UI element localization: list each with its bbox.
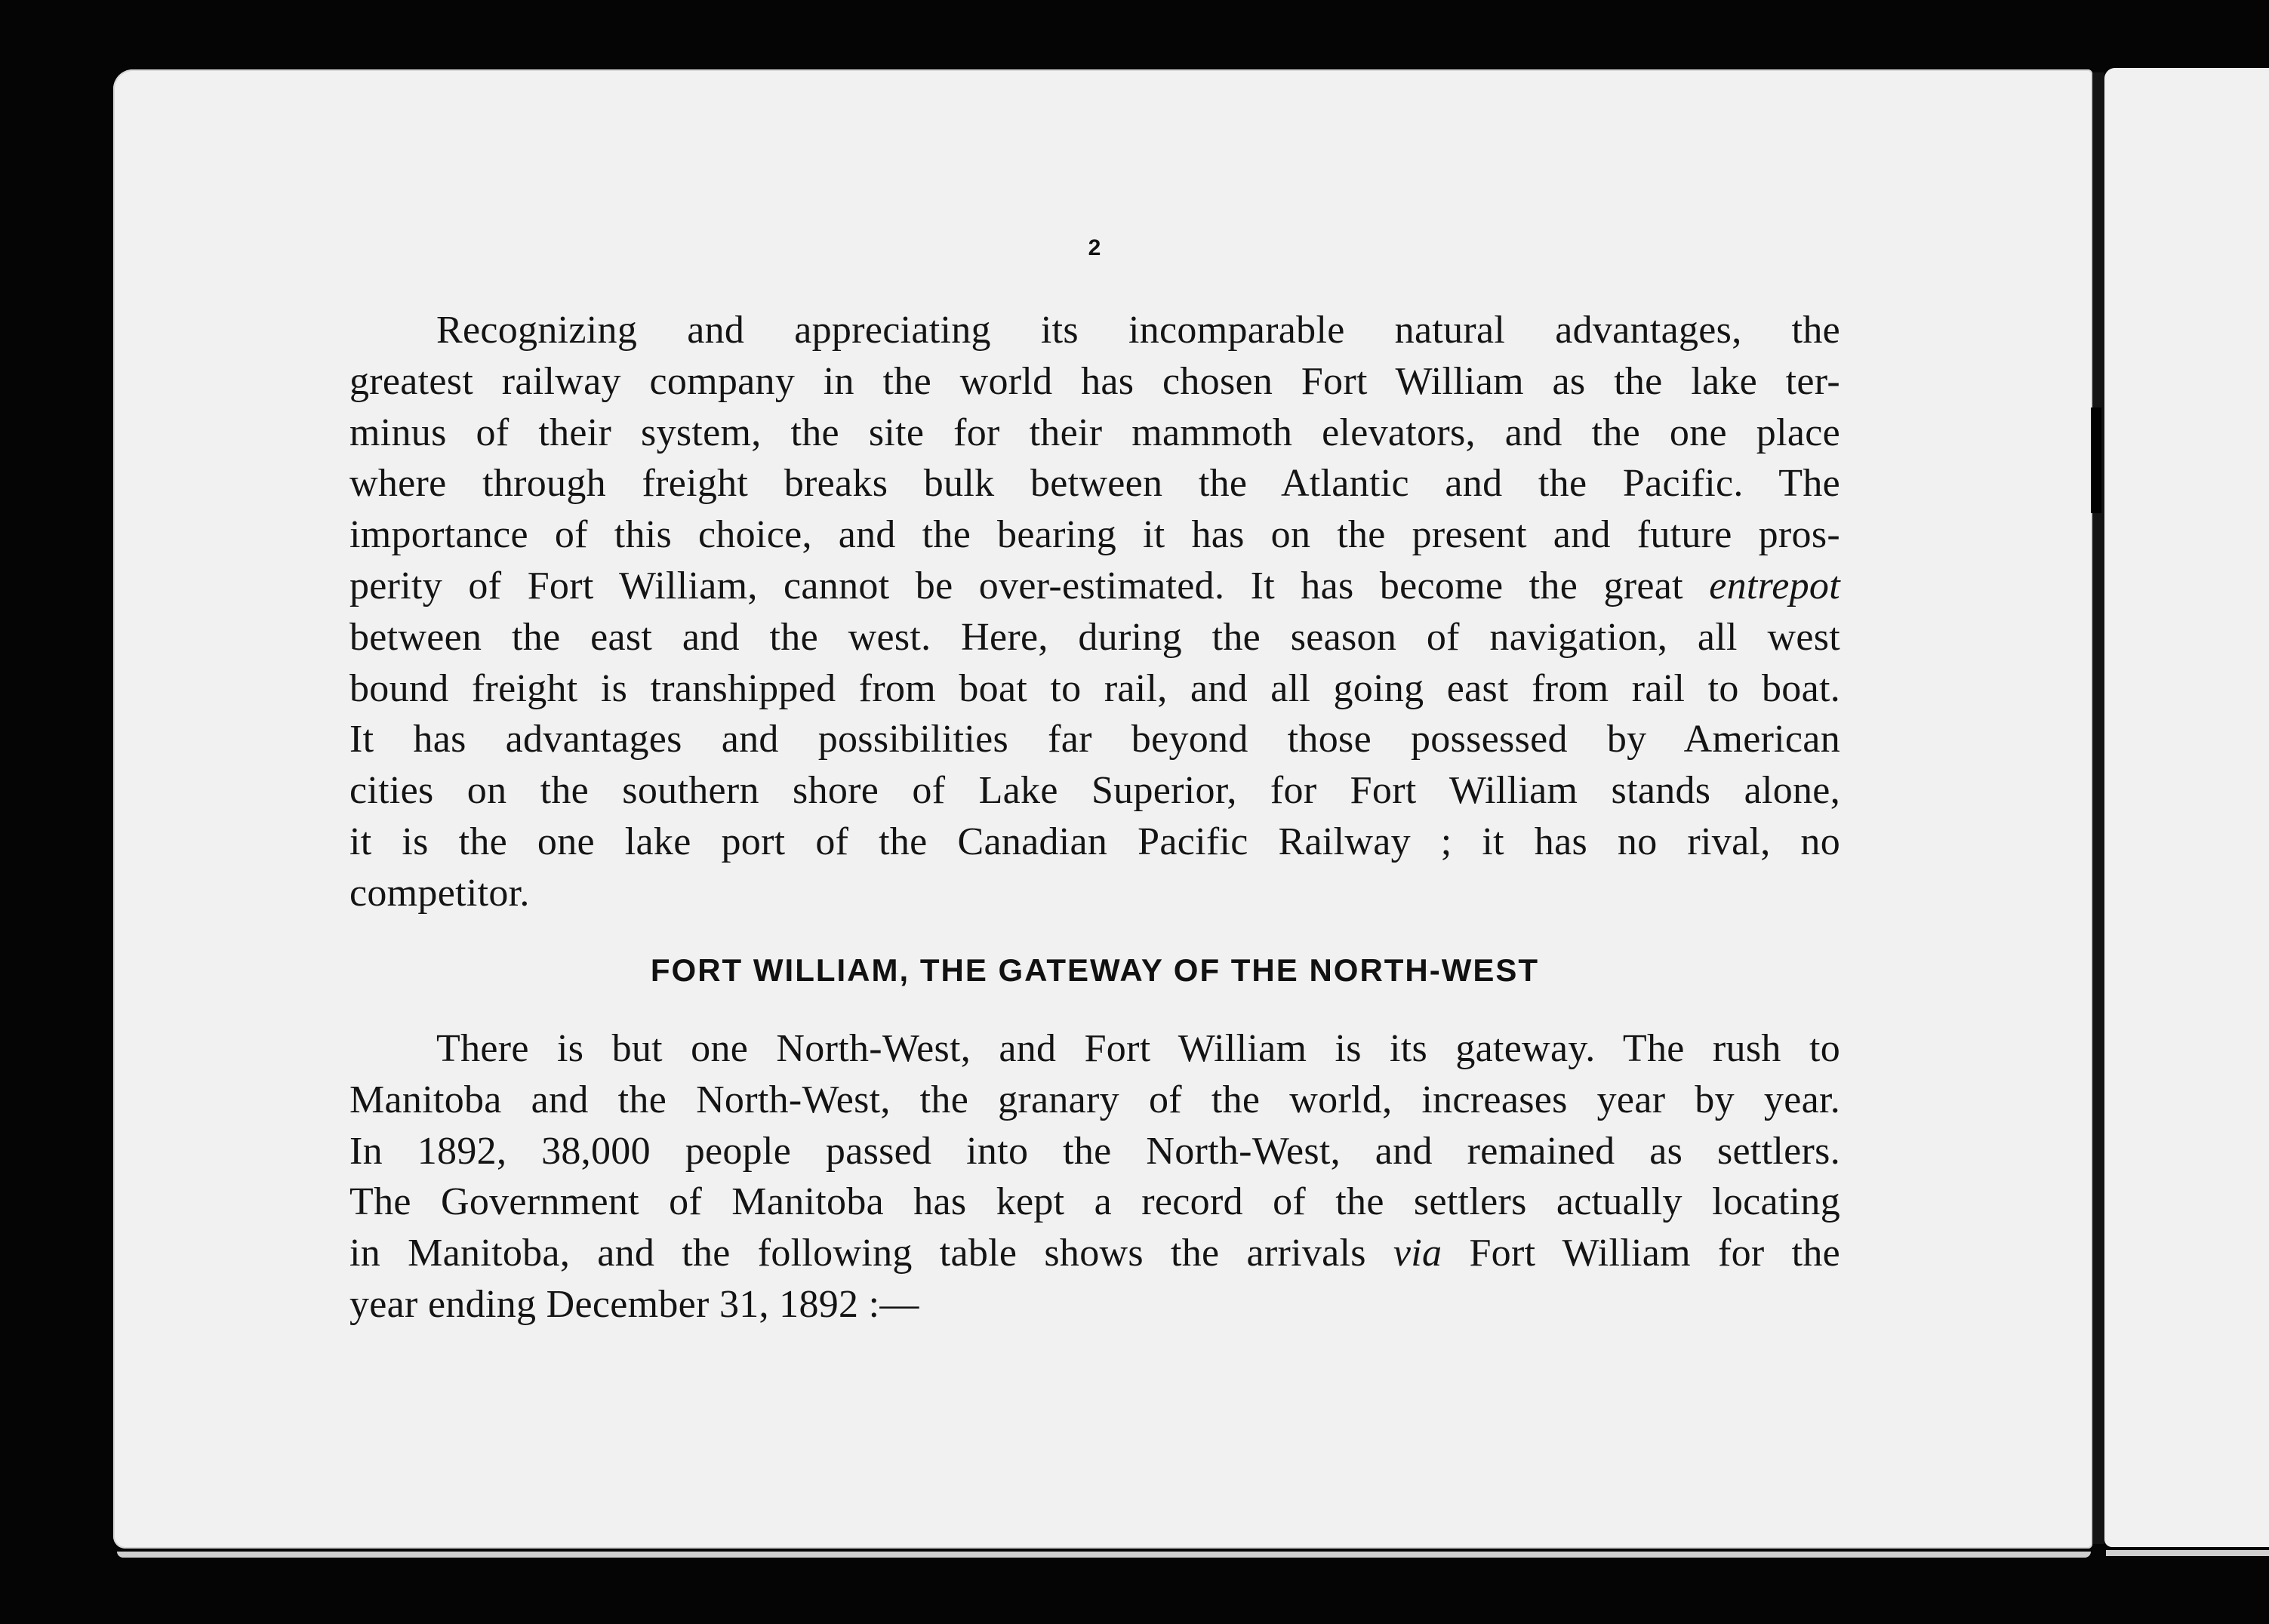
text-line: greatest railway company in the world has chosen Fort William as the lake ter- (349, 359, 1840, 403)
italic-word-entrepot: entrepot (1709, 564, 1840, 607)
text-line: where through freight breaks bulk between the Atlantic and the Pacific. The (349, 462, 1840, 506)
text-line (349, 1228, 1840, 1279)
paragraph-gateway (349, 1023, 1840, 1330)
italic-word-via: via (1393, 1232, 1442, 1275)
paragraph-advantages (349, 305, 1840, 919)
next-page-edge (2104, 68, 2269, 1547)
page-bottom-edge (117, 1552, 2091, 1558)
section-heading: FORT WILLIAM, THE GATEWAY OF THE NORTH-WEST (650, 952, 1540, 988)
text-line: It has advantages and possibilities far beyond those possessed by American (349, 718, 1840, 761)
text-line: year ending December 31, 1892 :— (349, 1282, 919, 1326)
text-line: Manitoba and the North-West, the granary of the world, increases year by year. (349, 1078, 1840, 1121)
page-number: 2 (1088, 235, 1101, 260)
next-page-bottom-edge (2106, 1550, 2269, 1556)
text-line: importance of this choice, and the bearing it has on the present and future pros- (349, 513, 1840, 557)
text-line: In 1892, 38,000 people passed into the North-West, and remained as settlers. (349, 1129, 1840, 1173)
spine-mark (2091, 408, 2101, 513)
text-line: between the east and the west. Here, during the season of navigation, all west (349, 615, 1840, 659)
text-segment: Fort William for the (1469, 1232, 1841, 1275)
text-line: bound freight is transhipped from boat to rail, and all going east from rail to boat. (349, 666, 1840, 710)
text-line (349, 561, 1840, 612)
text-line: competitor. (349, 871, 530, 915)
book-gutter (2092, 72, 2104, 1544)
text-line: The Government of Manitoba has kept a record of the settlers actually locating (349, 1180, 1840, 1224)
text-segment: perity of Fort William, cannot be over-estimated. It has become the great (349, 564, 1683, 607)
text-line: it is the one lake port of the Canadian Pacific Railway ; it has no rival, no (349, 820, 1840, 863)
text-segment: in Manitoba, and the following table shows the arrivals (349, 1232, 1366, 1275)
text-line: Recognizing and appreciating its incomparable natural advantages, the (436, 309, 1840, 352)
text-line: cities on the southern shore of Lake Superior, for Fort William stands alone, (349, 769, 1840, 813)
text-line: There is but one North-West, and Fort William is its gateway. The rush to (436, 1027, 1840, 1070)
text-line: minus of their system, the site for their mammoth elevators, and the one place (349, 411, 1840, 454)
